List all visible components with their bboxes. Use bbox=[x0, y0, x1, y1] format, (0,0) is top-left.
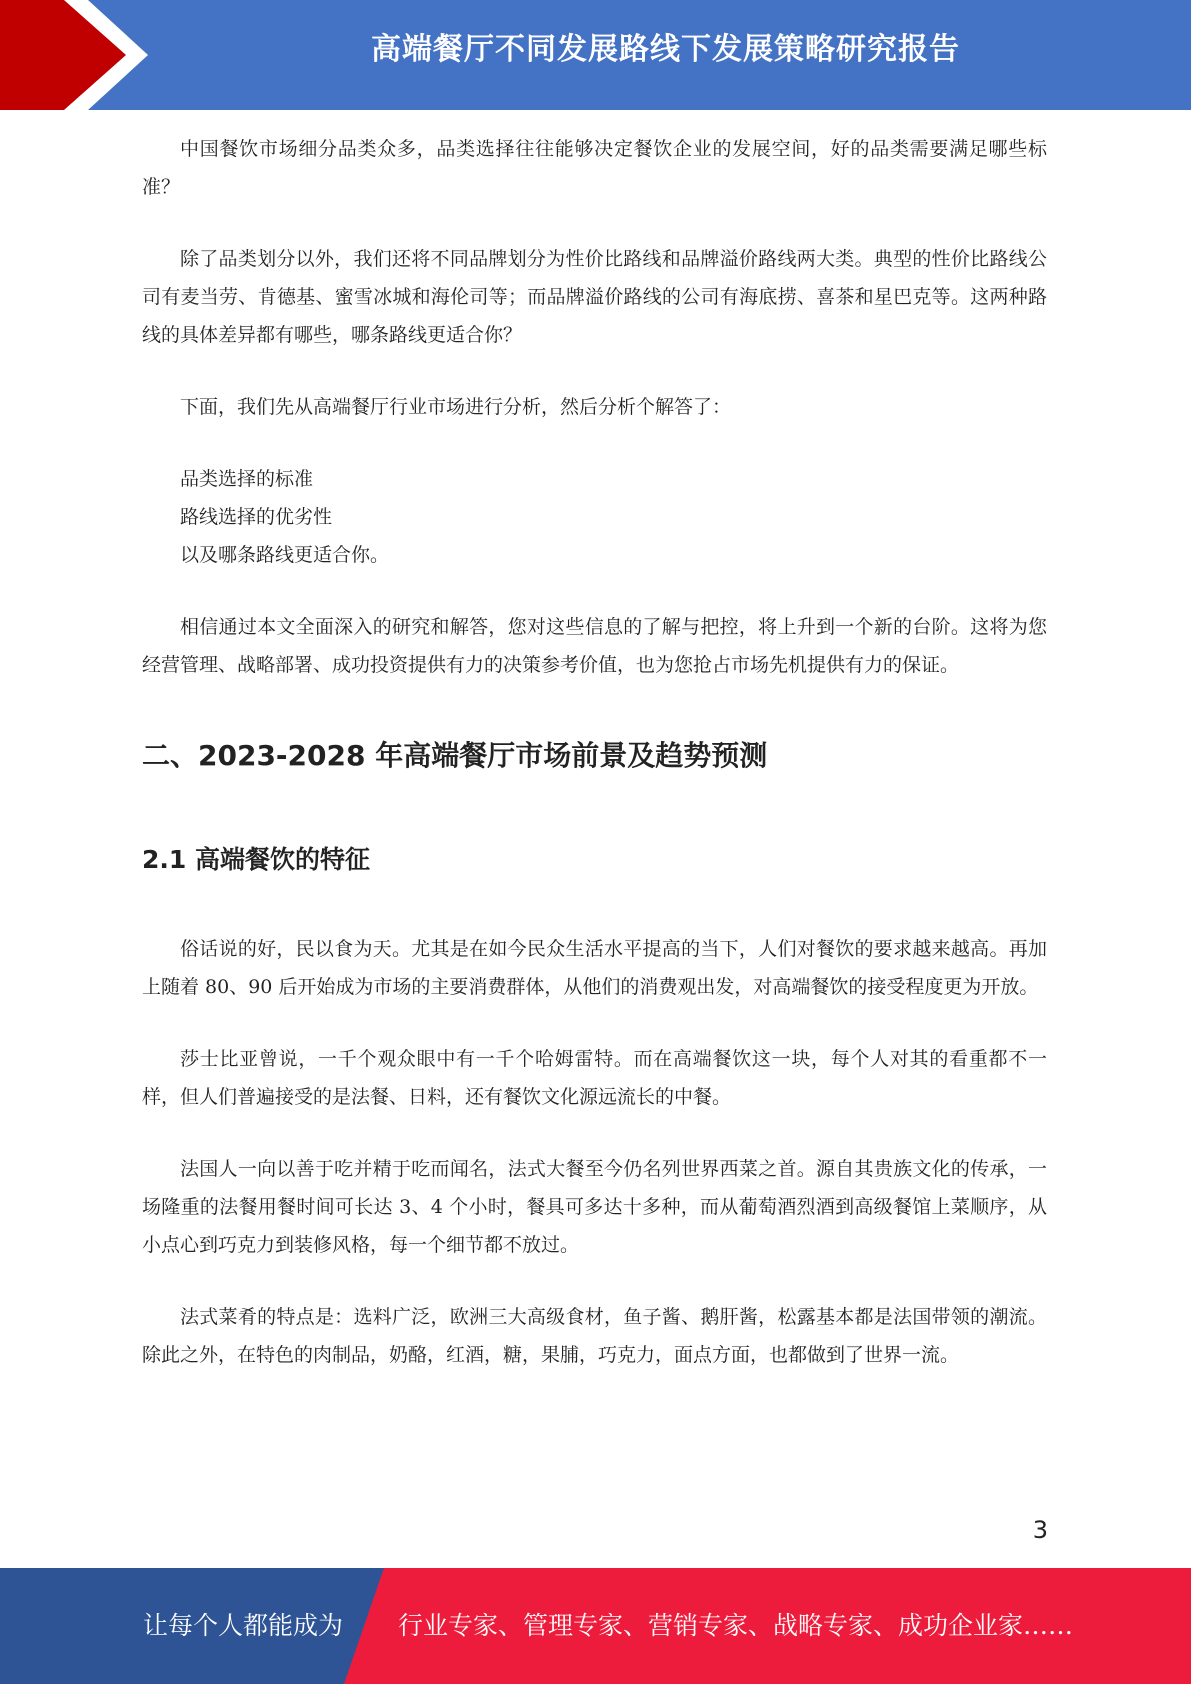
list-item: 以及哪条路线更适合你。 bbox=[180, 544, 390, 566]
page-number: 3 bbox=[1032, 1516, 1048, 1544]
footer-slogan-right: 行业专家、管理专家、营销专家、战略专家、成功企业家…… bbox=[398, 1611, 1074, 1640]
body-paragraph: 俗话说的好，民以食为天。尤其是在如今民众生活水平提高的当下，人们对餐饮的要求越来越高。再加上随着 80、90 后开始成为市场的主要消费群体，从他们的消费观出发，对高端餐饮的接受程度更为开放。 bbox=[142, 938, 1047, 998]
body-paragraph: 法国人一向以善于吃并精于吃而闻名，法式大餐至今仍名列世界西菜之首。源自其贵族文化的传承，一场隆重的法餐用餐时间可长达 3、4 个小时，餐具可多达十多种，而从葡萄酒烈酒到高级餐馆上菜顺序，从小点心到巧克力到装修风格，每一个细节都不放过。 bbox=[142, 1158, 1047, 1256]
intro-paragraph: 中国餐饮市场细分品类众多，品类选择往往能够决定餐饮企业的发展空间，好的品类需要满足哪些标准？ bbox=[142, 138, 1047, 198]
header-bar bbox=[0, 0, 1191, 110]
document-title: 高端餐厅不同发展路线下发展策略研究报告 bbox=[371, 32, 960, 67]
page-content bbox=[142, 130, 1047, 1408]
footer-bar bbox=[0, 1568, 1191, 1684]
body-paragraph: 法式菜肴的特点是：选料广泛，欧洲三大高级食材，鱼子酱、鹅肝酱，松露基本都是法国带领的潮流。除此之外，在特色的肉制品，奶酪，红酒，糖，果脯，巧克力，面点方面，也都做到了世界一流。 bbox=[142, 1306, 1047, 1366]
intro-paragraph: 下面，我们先从高端餐厅行业市场进行分析，然后分析个解答了： bbox=[180, 396, 732, 418]
topic-list bbox=[142, 460, 1047, 574]
section-heading: 二、2023-2028 年高端餐厅市场前景及趋势预测 bbox=[142, 739, 768, 772]
body-paragraph: 莎士比亚曾说，一千个观众眼中有一千个哈姆雷特。而在高端餐饮这一块，每个人对其的看重都不一样，但人们普遍接受的是法餐、日料，还有餐饮文化源远流长的中餐。 bbox=[142, 1048, 1047, 1108]
list-item: 品类选择的标准 bbox=[180, 468, 314, 490]
intro-paragraph: 除了品类划分以外，我们还将不同品牌划分为性价比路线和品牌溢价路线两大类。典型的性价比路线公司有麦当劳、肯德基、蜜雪冰城和海伦司等；而品牌溢价路线的公司有海底捞、喜茶和星巴克等。这两种路线的具体差异都有哪些，哪条路线更适合你？ bbox=[142, 248, 1047, 346]
list-item: 路线选择的优劣性 bbox=[180, 506, 333, 528]
closing-paragraph: 相信通过本文全面深入的研究和解答，您对这些信息的了解与把控，将上升到一个新的台阶。这将为您经营管理、战略部署、成功投资提供有力的决策参考价值，也为您抢占市场先机提供有力的保证。 bbox=[142, 616, 1047, 676]
subsection-heading: 2.1 高端餐饮的特征 bbox=[142, 845, 370, 874]
header-chevron-graphic bbox=[0, 0, 160, 110]
footer-slogan-left: 让每个人都能成为 bbox=[143, 1611, 344, 1640]
